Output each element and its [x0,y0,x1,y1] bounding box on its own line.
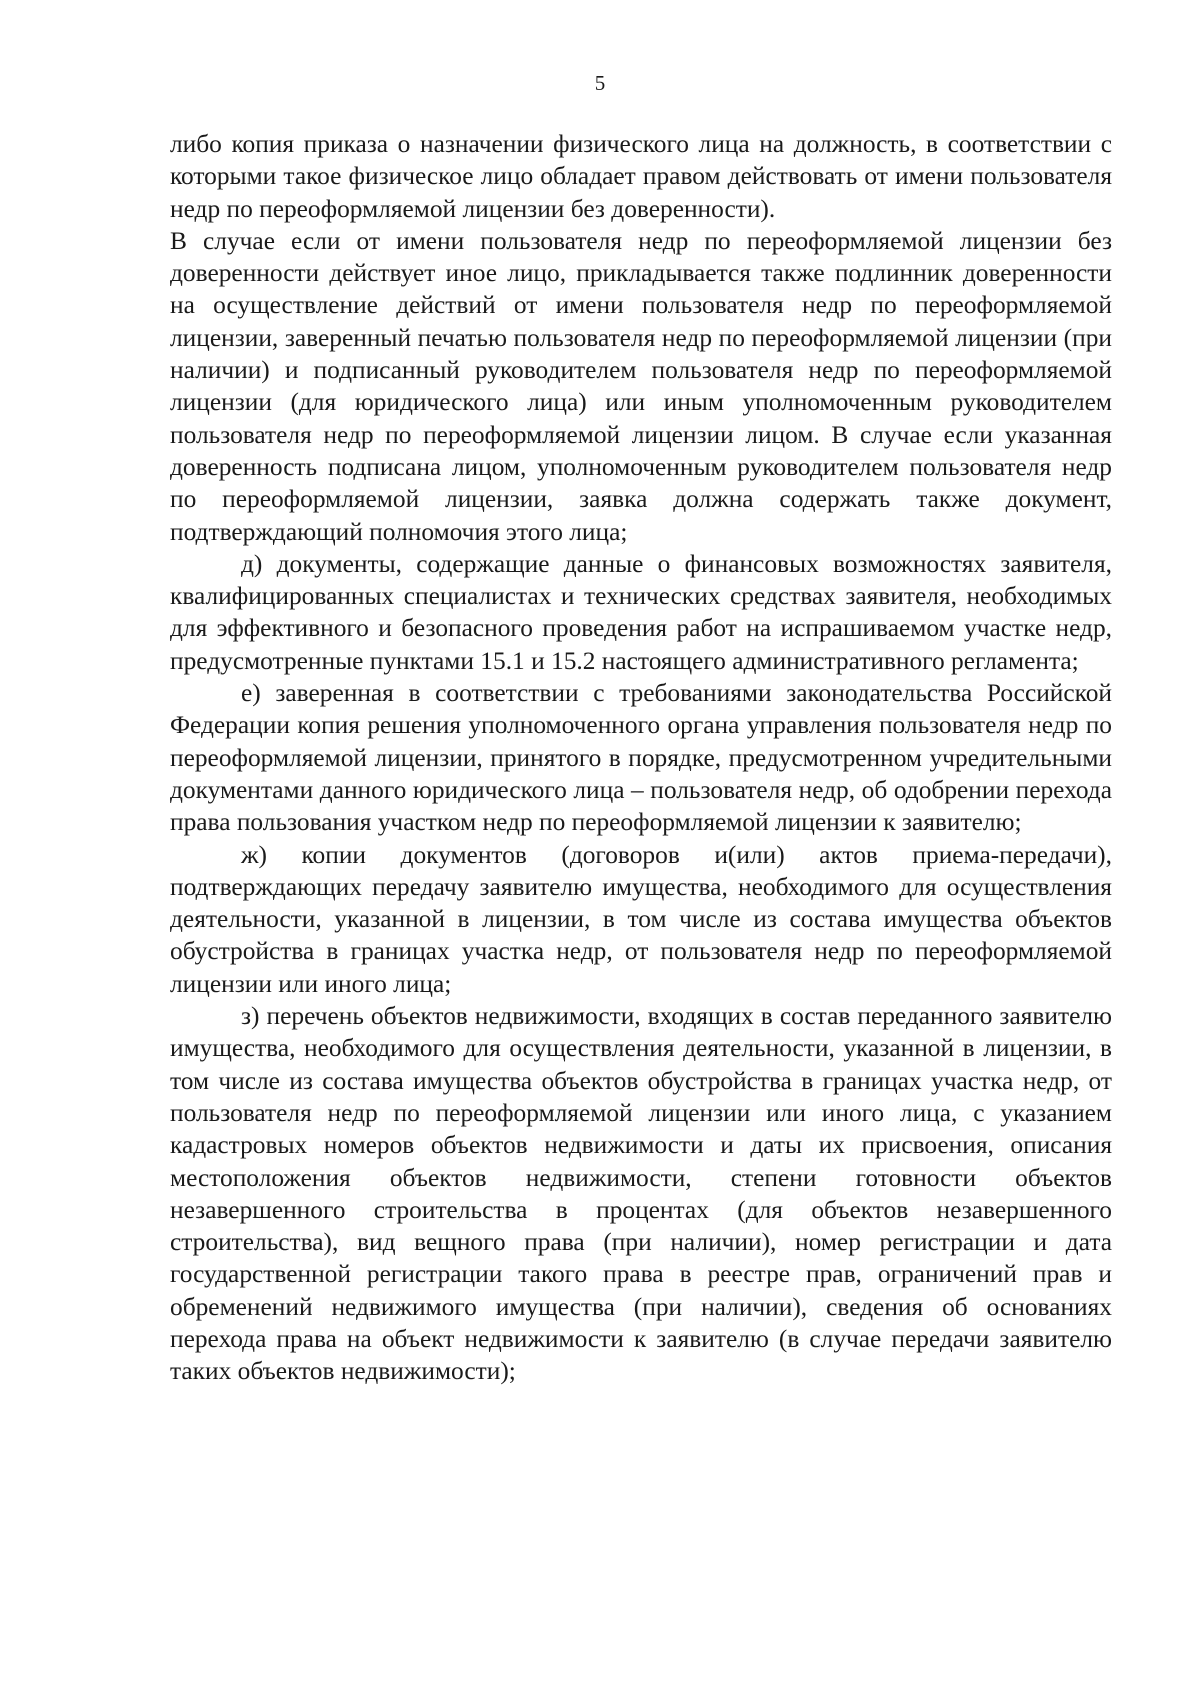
paragraph-item-z: з) перечень объектов недвижимости, входящих в состав переданного заявителю имущества, необходимого для осуществления деятельности, указанной в лицензии, в том числе из состава имущества объектов обустройства в границах участка недр, от пользователя недр по переоформляемой лицензии или иного лица, с указанием кадастровых номеров объектов недвижимости и даты их присвоения, описания местоположения объектов недвижимости, степени готовности объектов незавершенного строительства в процентах (для объектов незавершенного строительства), вид вещного права (при наличии), номер регистрации и дата государственной регистрации такого права в реестре прав, ограничений прав и обременений недвижимого имущества (при наличии), сведения об основаниях перехода права на объект недвижимости к заявителю (в случае передачи заявителю таких объектов недвижимости); [170,1002,1112,1386]
document-body [170,128,1112,1388]
page-number: 5 [594,71,606,95]
paragraph-item-zh: ж) копии документов (договоров и(или) актов приема-передачи), подтверждающих передачу заявителю имущества, необходимого для осуществления деятельности, указанной в лицензии, в том числе из состава имущества объектов обустройства в границах участка недр, от пользователя недр по переоформляемой лицензии или иного лица; [170,840,1112,998]
paragraph-continuation-2: В случае если от имени пользователя недр по переоформляемой лицензии без доверенности действует иное лицо, прикладывается также подлинник доверенности на осуществление действий от имени пользователя недр по переоформляемой лицензии, заверенный печатью пользователя недр по переоформляемой лицензии (при наличии) и подписанный руководителем пользователя недр по переоформляемой лицензии (для юридического лица) или иным уполномоченным руководителем пользователя недр по переоформляемой лицензии лицом. В случае если указанная доверенность подписана лицом, уполномоченным руководителем пользователя недр по переоформляемой лицензии, заявка должна содержать также документ, подтверждающий полномочия этого лица; [170,226,1112,546]
paragraph-continuation-1: либо копия приказа о назначении физического лица на должность, в соответствии с которыми такое физическое лицо обладает правом действовать от имени пользователя недр по переоформляемой лицензии без доверенности). [170,130,1112,223]
paragraph-item-d: д) документы, содержащие данные о финансовых возможностях заявителя, квалифицированных специалистах и технических средствах заявителя, необходимых для эффективного и безопасного проведения работ на испрашиваемом участке недр, предусмотренные пунктами 15.1 и 15.2 настоящего административного регламента; [170,549,1112,675]
paragraph-item-e: е) заверенная в соответствии с требованиями законодательства Российской Федерации копия решения уполномоченного органа управления пользователя недр по переоформляемой лицензии, принятого в порядке, предусмотренном учредительными документами данного юридического лица – пользователя недр, об одобрении перехода права пользования участком недр по переоформляемой лицензии к заявителю; [170,679,1112,837]
